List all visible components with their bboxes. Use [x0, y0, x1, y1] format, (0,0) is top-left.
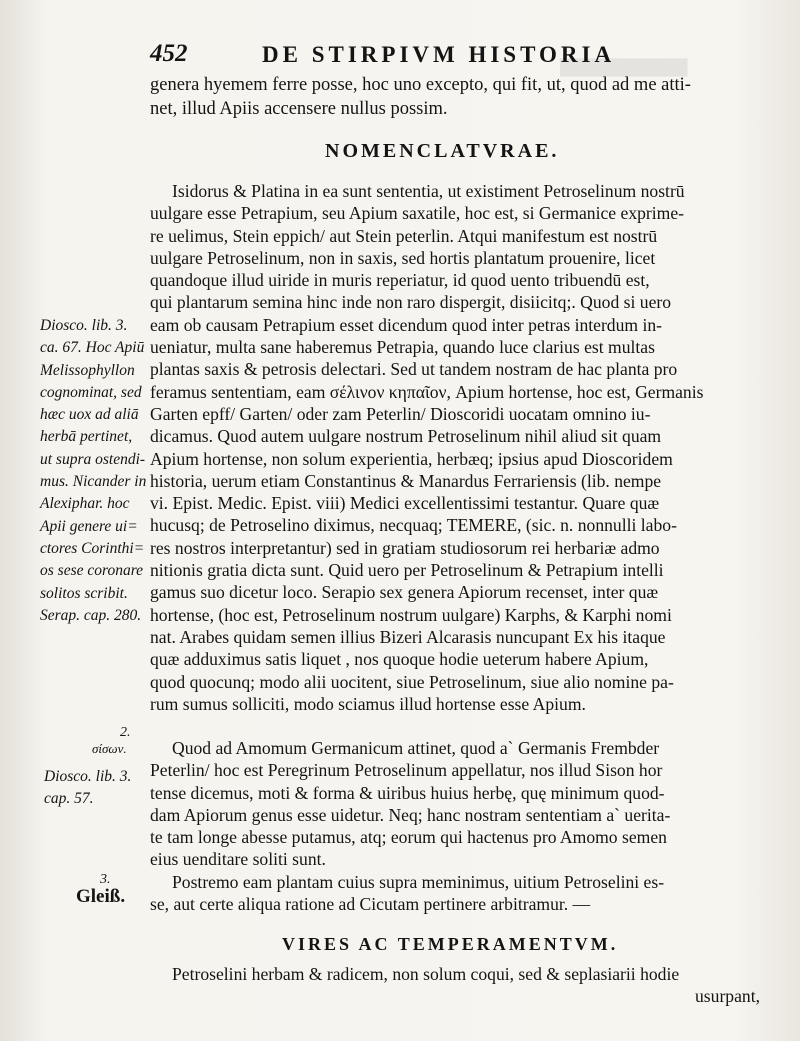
- text-line: eius uenditare soliti sunt.: [150, 849, 326, 870]
- text-line: Apium hortense, non solum experientia, herbæq; ipsius apud Dioscoridem: [150, 448, 673, 469]
- margin-line: solitos scribit.: [40, 584, 128, 602]
- paragraph-2: [150, 737, 780, 871]
- margin-note-2: [44, 766, 131, 811]
- text-line: nitionis gratia dicta sunt. Quid uero per Petroselinum & Petrapium intelli: [150, 560, 664, 581]
- text-line: nat. Arabes quidam semen illius Bizeri Alcarasis nuncupant Ex his itaque: [150, 626, 666, 647]
- page-header: [150, 40, 770, 70]
- margin-line: Apii genere ui=: [40, 517, 138, 535]
- running-head: DE STIRPIVM HISTORIA: [262, 42, 616, 67]
- intro-text: [150, 74, 780, 121]
- margin-line: Diosco. lib. 3.: [44, 768, 132, 785]
- margin-line: Serap. cap. 280.: [40, 606, 142, 624]
- text-line: ueniatur, multa sane haberemus Petrapia, quando luce clarius est multas: [150, 337, 655, 358]
- margin-line: ctores Corinthi=: [40, 539, 145, 557]
- vires-text: [150, 963, 780, 1008]
- text-line: net, illud Apiis accensere nullus possim.: [150, 98, 448, 119]
- text-line: genera hyemem ferre posse, hoc uno excepto, qui fit, ut, quod ad me atti-: [150, 75, 691, 95]
- text-line: dam Apiorum genus esse uidetur. Neq; hanc nostram sententiam a` uerita-: [150, 804, 671, 825]
- text-line: se, aut certe aliqua ratione ad Cicutam pertinere arbitramur. —: [150, 894, 591, 915]
- margin-note-1: [40, 315, 146, 627]
- text-line: gamus suo dicetur loco. Serapio sex genera Apiorum recenset, inter quæ: [150, 582, 659, 603]
- text-line: plantas saxis & petrosis delectari. Sed ut tandem nostram de hac planta pro: [150, 359, 678, 380]
- text-line: Postremo eam plantam cuius supra meminimus, uitium Petroselini es-: [172, 872, 665, 892]
- text-line: rum sumus solliciti, modo sciamus illud hortense esse Apium.: [150, 693, 586, 714]
- text-line: vi. Epist. Medic. Epist. viii) Medici excellentissimi testantur. Quare quæ: [150, 493, 660, 514]
- margin-line: herbā pertinet,: [40, 428, 133, 446]
- text-line: re uelimus, Stein eppich/ aut Stein peterlin. Atqui manifestum est nostrū: [150, 225, 658, 246]
- text-line: Garten epff/ Garten/ oder zam Peterlin/ Dioscoridi uocatam omnino iu-: [150, 403, 651, 424]
- text-line: Quod ad Amomum Germanicum attinet, quod a` Germanis Frembder: [172, 738, 660, 758]
- margin-line: mus. Nicander in: [40, 473, 147, 491]
- catchword: usurpant,: [695, 986, 760, 1007]
- margin-line: cognominat, sed: [40, 383, 142, 401]
- section-heading-vires: VIRES AC TEMPERAMENTVM.: [282, 934, 619, 954]
- text-line: Petroselini herbam & radicem, non solum coqui, sed & seplasiarii hodie: [172, 964, 680, 984]
- margin-note-3: Gleiß.: [76, 886, 126, 907]
- margin-line: cap. 57.: [44, 790, 94, 808]
- text-line: quæ adduximus satis liquet , nos quoque hodie ueterum habere Apium,: [150, 649, 649, 670]
- text-line: Peterlin/ hoc est Peregrinum Petroselinum appellatur, nos illud Sison hor: [150, 760, 663, 781]
- text-line: feramus sententiam, eam σέλινον κηπαῖον, Apium hortense, hoc est, Germanis: [150, 381, 704, 402]
- text-line: hortense, (hoc est, Petroselinum nostrum uulgare) Karphs, & Karphi nomi: [150, 604, 672, 625]
- text-line: Isidorus & Platina in ea sunt sententia, ut existiment Petroselinum nostrū: [172, 181, 685, 201]
- margin-line: hæc uox ad aliā: [40, 406, 139, 424]
- margin-line: ca. 67. Hoc Apiū: [40, 339, 145, 357]
- margin-line: Alexiphar. hoc: [40, 495, 130, 513]
- text-line: uulgare esse Petrapium, seu Apium saxatile, hoc est, si Germanice exprime-: [150, 203, 685, 224]
- paragraph-1: [150, 180, 780, 715]
- margin-line: ut supra ostendi-: [40, 450, 146, 468]
- margin-line: Melissophyllon: [40, 361, 135, 379]
- text-line: qui plantarum semina hinc inde non raro dispergit, disiicitq;. Quod si uero: [150, 292, 672, 313]
- margin-line: Diosco. lib. 3.: [40, 317, 128, 334]
- text-line: quandoque illud uiride in muris reperiatur, id quod uento tribuendū est,: [150, 270, 650, 291]
- margin-greek-sison: σίσων.: [92, 741, 127, 756]
- section-heading-nomenclaturae: NOMENCLATVRAE.: [325, 140, 560, 162]
- page-number: 452: [150, 40, 188, 67]
- text-line: te tam longe abesse putamus, atq; eorum qui hactenus pro Amomo semen: [150, 827, 667, 848]
- text-line: quod quocunq; modo alii uocitent, siue Petroselinum, siue alio nomine pa-: [150, 671, 674, 692]
- text-line: tense dicemus, moti & forma & uiribus huius herbę, quę minimum quod-: [150, 782, 665, 803]
- paragraph-3: [150, 871, 780, 916]
- text-line: historia, uerum etiam Constantinus & Manardus Ferrariensis (lib. nempe: [150, 470, 662, 491]
- text-line: hucusq; de Petroselino diximus, necquaq; TEMERE, (sic. n. nonnulli labo-: [150, 515, 677, 536]
- text-line: dicamus. Quod autem uulgare nostrum Petroselinum nihil aliud sit quam: [150, 426, 662, 447]
- text-line: uulgare Petroselinum, non in saxis, sed hortis plantatum prouenire, licet: [150, 247, 656, 268]
- margin-marker-2: 2.: [120, 725, 131, 740]
- margin-line: os sese coronare: [40, 562, 144, 580]
- text-line: eam ob causam Petrapium esset dicendum quod inter petras interdum in-: [150, 314, 663, 335]
- bleed-through-shadow: ████████████: [560, 60, 688, 76]
- margin-marker-3: 3.: [100, 872, 111, 887]
- text-line: res nostros interpretantur) sed in gratiam studiosorum rei herbariæ admo: [150, 537, 660, 558]
